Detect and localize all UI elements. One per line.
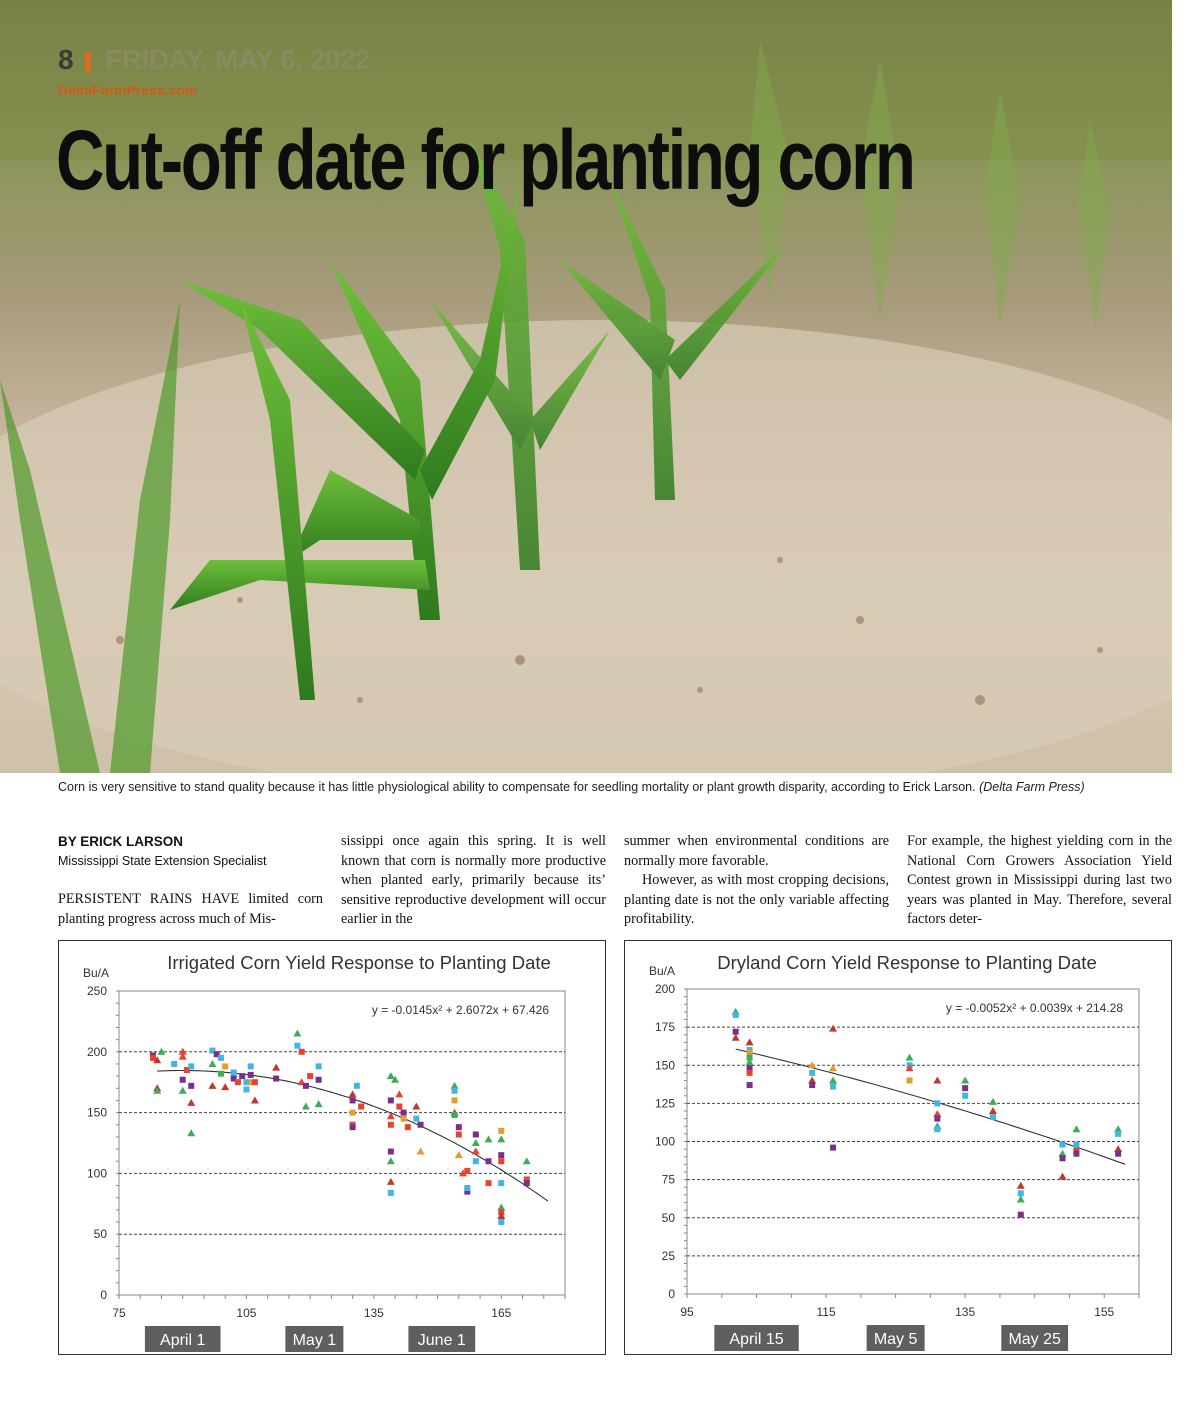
data-point (188, 1083, 194, 1089)
data-point (464, 1185, 470, 1191)
y-tick-label: 125 (654, 1096, 675, 1111)
data-point (990, 1114, 996, 1120)
data-point (302, 1103, 310, 1110)
data-point (732, 1034, 740, 1041)
y-tick-label: 200 (86, 1044, 107, 1059)
data-point (486, 1158, 492, 1164)
data-point (299, 1049, 305, 1055)
data-point (231, 1069, 237, 1075)
data-point (293, 1030, 301, 1037)
y-tick-label: 50 (93, 1227, 107, 1242)
data-point (486, 1180, 492, 1186)
data-point (273, 1076, 279, 1082)
data-point (387, 1112, 395, 1119)
data-point (401, 1116, 407, 1122)
chart-title: Dryland Corn Yield Response to Planting Date (717, 952, 1097, 973)
data-point (456, 1131, 462, 1137)
data-point (1060, 1142, 1066, 1148)
data-point (1018, 1212, 1024, 1218)
y-tick-label: 0 (668, 1287, 675, 1301)
data-point (733, 1012, 739, 1018)
data-point (472, 1139, 480, 1146)
y-axis-label: Bu/A (649, 964, 676, 978)
photo-caption (58, 780, 1085, 794)
data-point (747, 1070, 753, 1076)
data-point (358, 1104, 364, 1110)
data-point (473, 1158, 479, 1164)
data-point (746, 1038, 754, 1045)
y-tick-label: 50 (661, 1210, 675, 1225)
article-paragraph: For example, the highest yielding corn in the National Corn Growers Association Yield Contest grown in Mississippi during last two years was planted in May. Therefore, several factors deter- (907, 833, 1172, 928)
data-point (251, 1096, 259, 1103)
byline: BY ERICK LARSON (58, 834, 184, 849)
page-number: 8 (58, 44, 74, 75)
data-point (962, 1085, 968, 1091)
date-label: June 1 (417, 1332, 466, 1349)
y-tick-label: 0 (100, 1288, 107, 1302)
y-tick-label: 100 (654, 1134, 675, 1149)
data-point (1059, 1173, 1067, 1180)
data-point (413, 1116, 419, 1122)
data-point (962, 1093, 968, 1099)
data-point (989, 1098, 997, 1105)
author-role: Mississippi State Extension Specialist (58, 853, 267, 868)
data-point (464, 1168, 470, 1174)
data-point (1017, 1195, 1025, 1202)
data-point (524, 1180, 530, 1186)
data-point (485, 1135, 493, 1142)
caption-text: Corn is very sensitive to stand quality because it has little physiological ability to compensate for seedling mortality or plant growth disparity, according to Erick Larson. (58, 780, 976, 794)
data-point (934, 1116, 940, 1122)
y-tick-label: 150 (86, 1105, 107, 1120)
data-point (294, 1043, 300, 1049)
data-point (208, 1060, 216, 1067)
trend-equation: y = -0.0052x² + 0.0039x + 214.28 (945, 1001, 1123, 1015)
data-point (452, 1097, 458, 1103)
data-point (497, 1135, 505, 1142)
data-point (452, 1088, 458, 1094)
data-point (452, 1112, 458, 1118)
date-label: May 5 (873, 1331, 918, 1348)
article-paragraph: However, as with most cropping decisions, planting date is not the only variable affecting profitability. (624, 872, 889, 928)
x-tick-label: 105 (236, 1306, 257, 1320)
data-point (523, 1157, 531, 1164)
data-point (809, 1070, 815, 1076)
article-column-2 (341, 832, 606, 930)
data-point (387, 1178, 395, 1185)
x-tick-label: 95 (680, 1305, 694, 1319)
date-label: May 25 (1008, 1331, 1061, 1348)
y-tick-label: 150 (654, 1058, 675, 1073)
date-label: April 15 (729, 1331, 784, 1348)
data-point (456, 1124, 462, 1130)
data-point (388, 1122, 394, 1128)
y-tick-label: 25 (661, 1248, 675, 1263)
data-point (171, 1061, 177, 1067)
data-point (934, 1100, 940, 1106)
data-point (961, 1077, 969, 1084)
article-paragraph: sissippi once again this spring. It is well known that corn is normally more productive when planted early, primarily because its’ sensitive reproductive development will occur earlier in the (341, 833, 606, 928)
data-point (498, 1152, 504, 1158)
data-point (401, 1110, 407, 1116)
trendline (736, 1049, 1125, 1164)
article-paragraph: PERSISTENT RAINS HAVE limited corn planting progress across much of Mis- (58, 891, 323, 927)
data-point (829, 1077, 837, 1084)
data-point (307, 1073, 313, 1079)
data-point (187, 1129, 195, 1136)
y-axis-label: Bu/A (83, 966, 110, 980)
data-point (455, 1151, 463, 1158)
x-tick-label: 135 (955, 1305, 976, 1319)
site-name[interactable]: DeltaFarmPress.com (58, 82, 198, 98)
date-label: April 1 (160, 1332, 206, 1349)
data-point (316, 1063, 322, 1069)
data-point (830, 1084, 836, 1090)
data-point (235, 1079, 241, 1085)
data-point (498, 1219, 504, 1225)
data-point (252, 1079, 258, 1085)
data-point (316, 1077, 322, 1083)
data-point (350, 1110, 356, 1116)
data-point (387, 1072, 395, 1079)
data-point (1115, 1131, 1121, 1137)
y-tick-label: 200 (654, 982, 675, 996)
data-point (221, 1083, 229, 1090)
data-point (809, 1082, 815, 1088)
data-point (1115, 1151, 1121, 1157)
data-point (498, 1158, 504, 1164)
data-point (243, 1086, 249, 1092)
data-point (1017, 1182, 1025, 1189)
data-point (248, 1063, 254, 1069)
data-point (350, 1097, 356, 1103)
x-tick-label: 155 (1094, 1305, 1115, 1319)
data-point (179, 1087, 187, 1094)
data-point (350, 1124, 356, 1130)
headline: Cut-off date for planting corn (56, 113, 914, 207)
data-point (498, 1180, 504, 1186)
y-tick-label: 100 (86, 1166, 107, 1181)
data-point (315, 1100, 323, 1107)
date-label: May 1 (292, 1332, 337, 1349)
data-point (733, 1029, 739, 1035)
data-point (830, 1145, 836, 1151)
data-point (180, 1077, 186, 1083)
dryland-yield-chart (625, 941, 1171, 1354)
data-point (388, 1149, 394, 1155)
issue-date: FRIDAY, MAY 6, 2022 (105, 44, 371, 75)
y-tick-label: 75 (661, 1172, 675, 1187)
plot-area (119, 991, 565, 1295)
data-point (239, 1073, 245, 1079)
data-point (1073, 1151, 1079, 1157)
data-point (934, 1126, 940, 1132)
data-point (829, 1025, 837, 1032)
data-point (354, 1083, 360, 1089)
article-column-1 (58, 832, 323, 929)
data-point (349, 1090, 357, 1097)
article-paragraph: summer when environmental conditions are normally more favorable. (624, 833, 889, 869)
x-tick-label: 115 (816, 1305, 836, 1319)
data-point (1060, 1155, 1066, 1161)
data-point (933, 1077, 941, 1084)
data-point (747, 1082, 753, 1088)
data-point (907, 1078, 913, 1084)
data-point (388, 1097, 394, 1103)
data-point (1072, 1125, 1080, 1132)
data-point (303, 1083, 309, 1089)
dryland-chart-panel (624, 940, 1172, 1355)
data-point (418, 1122, 424, 1128)
data-point (989, 1107, 997, 1114)
data-point (498, 1128, 504, 1134)
data-point (1018, 1190, 1024, 1196)
trend-equation: y = -0.0145x² + 2.6072x + 67.426 (371, 1003, 549, 1017)
data-point (412, 1103, 420, 1110)
masthead-separator (85, 52, 91, 72)
data-point (188, 1063, 194, 1069)
article-column-4 (907, 832, 1172, 930)
data-point (829, 1064, 837, 1071)
data-point (218, 1071, 224, 1077)
caption-credit: (Delta Farm Press) (979, 780, 1085, 794)
data-point (906, 1054, 914, 1061)
data-point (395, 1090, 403, 1097)
data-point (150, 1055, 156, 1061)
x-tick-label: 135 (363, 1306, 384, 1320)
data-point (405, 1124, 411, 1130)
data-point (272, 1064, 280, 1071)
chart-title: Irrigated Corn Yield Response to Planting Date (167, 952, 551, 973)
data-point (248, 1072, 254, 1078)
data-point (387, 1157, 395, 1164)
data-point (417, 1148, 425, 1155)
y-tick-label: 175 (654, 1020, 675, 1035)
data-point (388, 1190, 394, 1196)
irrigated-yield-chart (59, 941, 605, 1354)
article-column-3 (624, 832, 889, 930)
data-point (472, 1148, 480, 1155)
data-point (222, 1063, 228, 1069)
data-point (218, 1055, 224, 1061)
masthead (58, 44, 370, 76)
data-point (208, 1082, 216, 1089)
x-tick-label: 165 (491, 1306, 512, 1320)
y-tick-label: 250 (86, 984, 107, 998)
data-point (473, 1131, 479, 1137)
irrigated-chart-panel (58, 940, 606, 1355)
data-point (396, 1104, 402, 1110)
data-point (1073, 1142, 1079, 1148)
x-tick-label: 75 (112, 1306, 126, 1320)
data-point (187, 1099, 195, 1106)
